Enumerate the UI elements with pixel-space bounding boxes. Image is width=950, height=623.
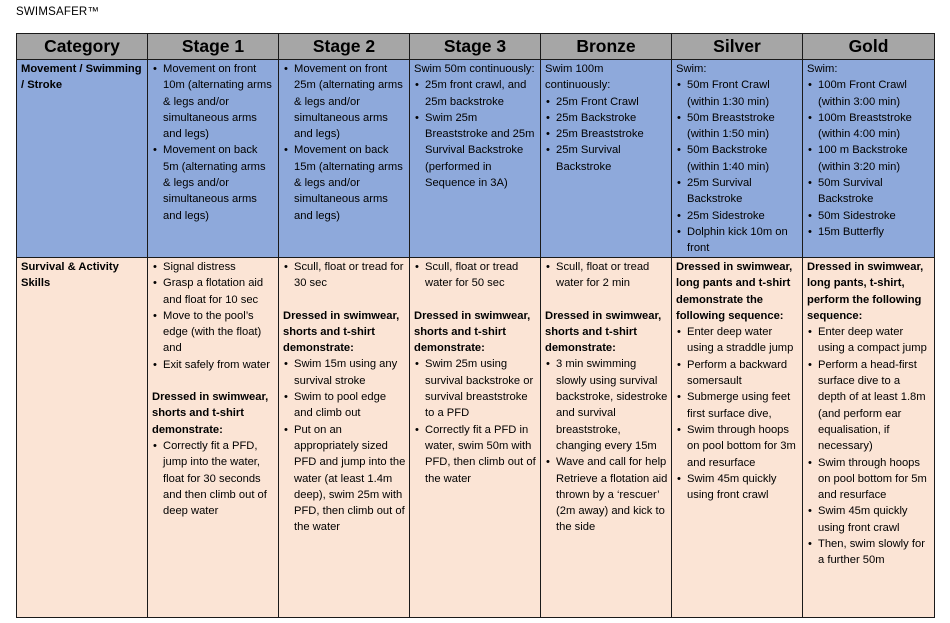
header-silver: Silver — [672, 34, 803, 60]
header-row — [17, 34, 935, 60]
requirement-heading: Dressed in swimwear, shorts and t-shirt demonstrate: — [283, 309, 400, 355]
list-item: • Movement on back 5m (alternating arms & legs and/or simultaneous arms and legs) — [163, 142, 275, 223]
bullet-list — [414, 356, 537, 486]
cell-survival-stage-1 — [148, 258, 279, 618]
list-item: • Scull, float or tread water for 2 min — [556, 259, 668, 292]
list-item: • 25m Survival Backstroke — [687, 175, 799, 208]
header-bronze: Bronze — [541, 34, 672, 60]
bullet-list — [283, 356, 406, 535]
list-item: • Move to the pool’s edge (with the float) and — [163, 308, 275, 357]
list-item: • Signal distress — [163, 259, 275, 275]
header-stage-3: Stage 3 — [410, 34, 541, 60]
list-item: • Dolphin kick 10m on front — [687, 224, 799, 257]
requirement-heading: Dressed in swimwear, shorts and t-shirt demonstrate: — [414, 309, 531, 355]
cell-movement-stage-3 — [410, 60, 541, 258]
category-survival: Survival & Activity Skills — [17, 258, 148, 618]
list-item: • Movement on front 25m (alternating arms & legs and/or simultaneous arms and legs) — [294, 61, 406, 142]
list-item: • 50m Backstroke (within 1:40 min) — [687, 142, 799, 175]
cell-text: Swim 100m continuously: — [545, 63, 611, 92]
bullet-list — [676, 324, 799, 503]
list-item: • 100m Front Crawl (within 3:00 min) — [818, 77, 931, 110]
list-item: • Put on an appropriately sized PFD and jump into the water (at least 1.4m deep), swim 25m with PFD, then climb out of the water — [294, 422, 406, 536]
bullet-list — [283, 61, 406, 224]
bullet-list — [152, 438, 275, 519]
list-item: • Swim through hoops on pool bottom for 3m and resurface — [687, 422, 799, 471]
list-item: • Movement on back 15m (alternating arms & legs and/or simultaneous arms and legs) — [294, 142, 406, 223]
list-item: • Swim 25m using survival backstroke or survival breaststroke to a PFD — [425, 356, 537, 421]
list-item: • Exit safely from water — [163, 357, 275, 373]
list-item: • 100 m Backstroke (within 3:20 min) — [818, 142, 931, 175]
list-item: • 15m Butterfly — [818, 224, 931, 240]
requirement-heading: Dressed in swimwear, long pants, t-shirt, perform the following sequence: — [807, 261, 924, 322]
row-movement-swimming-stroke — [17, 60, 935, 258]
header-stage-2: Stage 2 — [279, 34, 410, 60]
list-item: • Swim through hoops on pool bottom for 5m and resurface — [818, 455, 931, 504]
list-item: • 25m Backstroke — [556, 110, 668, 126]
list-item: • 100m Breaststroke (within 4:00 min) — [818, 110, 931, 143]
cell-survival-silver — [672, 258, 803, 618]
header-gold: Gold — [803, 34, 935, 60]
bullet-list — [676, 77, 799, 256]
list-item: • Perform a backward somersault — [687, 357, 799, 390]
category-movement: Movement / Swimming / Stroke — [17, 60, 148, 258]
list-item: • Swim 15m using any survival stroke — [294, 356, 406, 389]
cell-movement-gold — [803, 60, 935, 258]
list-item: • Correctly fit a PFD, jump into the water, float for 30 seconds and then climb out of deep water — [163, 438, 275, 519]
list-item: • Scull, float or tread for 30 sec — [294, 259, 406, 292]
cell-movement-stage-1 — [148, 60, 279, 258]
bullet-list — [414, 259, 537, 292]
list-item: • Then, swim slowly for a further 50m — [818, 536, 931, 569]
row-survival-activity-skills — [17, 258, 935, 618]
list-item: • Wave and call for help — [556, 454, 668, 470]
cell-survival-gold — [803, 258, 935, 618]
list-item: • Enter deep water using a straddle jump — [687, 324, 799, 357]
bullet-list — [152, 61, 275, 224]
cell-survival-bronze — [541, 258, 672, 618]
requirement-heading: Dressed in swimwear, shorts and t-shirt demonstrate: — [545, 309, 662, 355]
list-item: • Grasp a flotation aid and float for 10 sec — [163, 275, 275, 308]
list-item: • 25m Survival Backstroke — [556, 142, 668, 175]
list-item: • 50m Survival Backstroke — [818, 175, 931, 208]
document-title: SWIMSAFER™ — [16, 6, 100, 18]
list-item: • Enter deep water using a compact jump — [818, 324, 931, 357]
swimsafer-table — [16, 33, 935, 618]
cell-movement-stage-2 — [279, 60, 410, 258]
cell-survival-stage-3 — [410, 258, 541, 618]
cell-text: Swim: — [676, 63, 707, 75]
cell-text: Retrieve a flotation aid thrown by a ‘rescuer’ (2m away) and kick to the side — [556, 472, 668, 534]
cell-text: Swim: — [807, 63, 838, 75]
cell-text: Swim 50m continuously: — [414, 63, 535, 75]
list-item: • 25m Front Crawl — [556, 94, 668, 110]
list-item: • 50m Breaststroke (within 1:50 min) — [687, 110, 799, 143]
bullet-list — [414, 77, 537, 191]
bullet-list — [545, 94, 668, 175]
list-item: • Perform a head-first surface dive to a depth of at least 1.8m (and perform ear equalisation, if necessary) — [818, 357, 931, 455]
requirement-heading: Dressed in swimwear, long pants and t-shirt demonstrate the following sequence: — [676, 261, 793, 322]
list-item: • Correctly fit a PFD in water, swim 50m with PFD, then climb out of the water — [425, 422, 537, 487]
header-stage-1: Stage 1 — [148, 34, 279, 60]
cell-movement-silver — [672, 60, 803, 258]
list-item: • Submerge using feet first surface dive, — [687, 389, 799, 422]
requirement-heading: Dressed in swimwear, shorts and t-shirt demonstrate: — [152, 391, 269, 436]
cell-survival-stage-2 — [279, 258, 410, 618]
list-item: • Movement on front 10m (alternating arms & legs and/or simultaneous arms and legs) — [163, 61, 275, 142]
bullet-list — [283, 259, 406, 292]
bullet-list — [152, 259, 275, 373]
header-category: Category — [17, 34, 148, 60]
list-item: • Swim 25m Breaststroke and 25m Survival Backstroke (performed in Sequence in 3A) — [425, 110, 537, 191]
list-item: • 25m front crawl, and 25m backstroke — [425, 77, 537, 110]
list-item: • 50m Front Crawl (within 1:30 min) — [687, 77, 799, 110]
cell-movement-bronze — [541, 60, 672, 258]
list-item: • Swim to pool edge and climb out — [294, 389, 406, 422]
list-item: • 25m Breaststroke — [556, 126, 668, 142]
list-item: • 3 min swimming slowly using survival backstroke, sidestroke and survival breaststroke, changing every 15m — [556, 356, 668, 454]
bullet-list — [545, 259, 668, 292]
bullet-list — [545, 356, 668, 470]
bullet-list — [807, 77, 931, 240]
list-item: • Scull, float or tread water for 50 sec — [425, 259, 537, 292]
list-item: • 25m Sidestroke — [687, 208, 799, 224]
bullet-list — [807, 324, 931, 568]
list-item: • Swim 45m quickly using front crawl — [687, 471, 799, 504]
list-item: • Swim 45m quickly using front crawl — [818, 503, 931, 536]
list-item: • 50m Sidestroke — [818, 208, 931, 224]
